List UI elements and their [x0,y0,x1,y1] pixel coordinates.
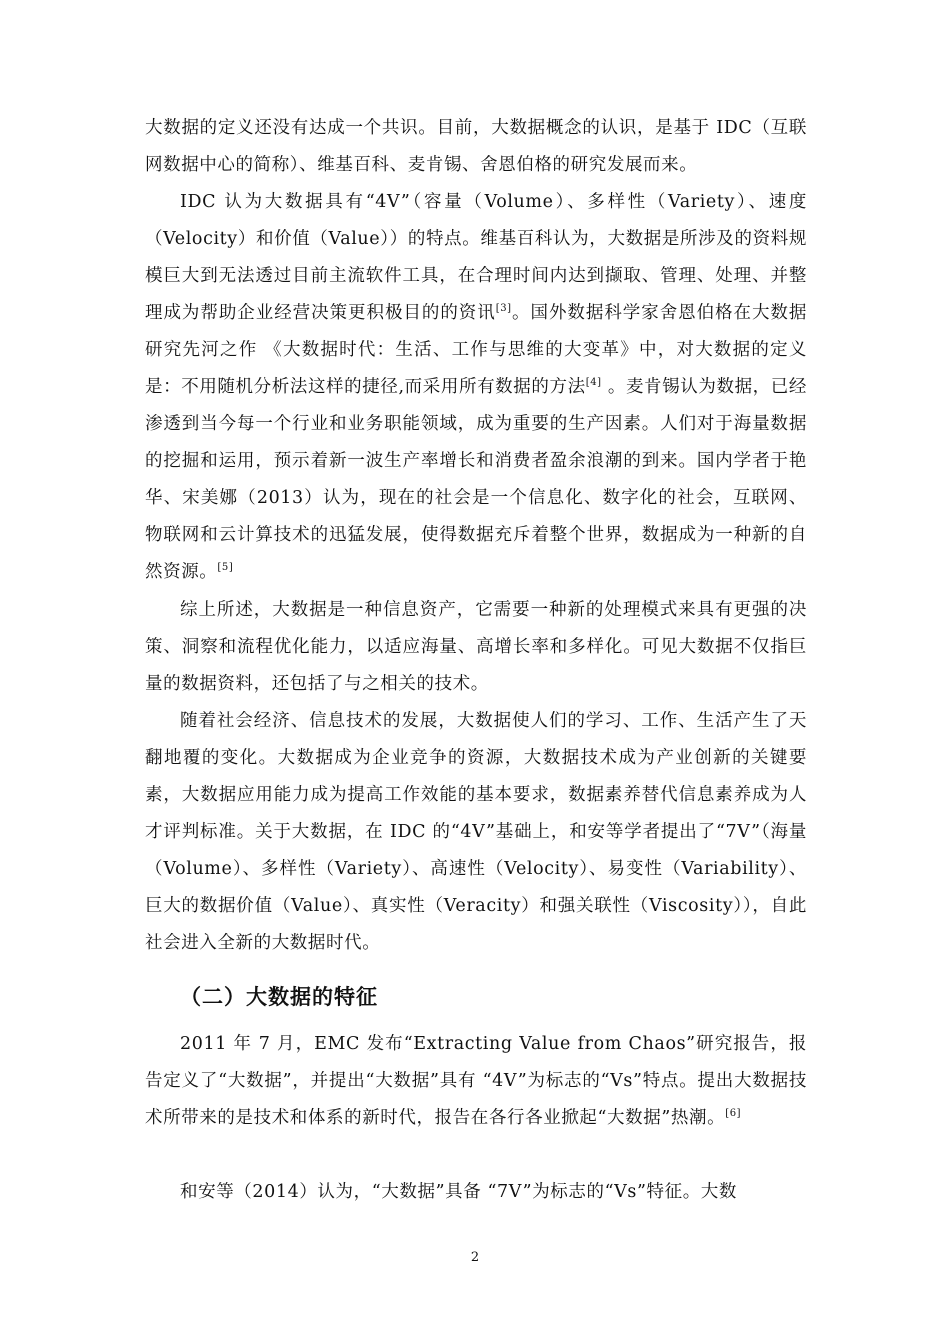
citation-5[interactable]: [5] [217,562,234,574]
paragraph-6 [145,1174,807,1211]
paragraph-2-text-c: 。麦肯锡认为数据，已经渗透到当今每一个行业和业务职能领域，成为重要的生产因素。人们对于海量数据的挖掘和运用，预示着新一波生产率增长和消费者盈余浪潮的到来。国内学者于艳华、宋美娜（2013）认为，现在的社会是一个信息化、数字化的社会，互联网、物联网和云计算技术的迅猛发展，使得数据充斥着整个世界，数据成为一种新的自然资源。 [145,377,807,582]
paragraph-5-text: 2011 年 7 月，EMC 发布“Extracting Value from Chaos”研究报告，报告定义了“大数据”，并提出“大数据”具有 “4V”为标志的“Vs”特点。提出大数据技术所带来的是技术和体系的新时代，报告在各行各业掀起“大数据”热潮。 [145,1034,807,1128]
paragraph-5 [145,1026,807,1137]
page-number: 2 [470,1250,480,1265]
section-heading: （二）大数据的特征 [180,985,378,1009]
paragraph-2-text-b: 。国外数据科学家舍恩伯格在大数据研究先河之作 《大数据时代：生活、工作与思维的大变革》中，对大数据的定义是：不用随机分析法这样的捷径,而采用所有数据的方法 [145,303,807,397]
paragraph-1 [145,110,807,184]
citation-3[interactable]: [3] [495,303,512,315]
paragraph-3-text: 综上所述，大数据是一种信息资产，它需要一种新的处理模式来具有更强的决策、洞察和流程优化能力，以适应海量、高增长率和多样化。可见大数据不仅指巨量的数据资料，还包括了与之相关的技术。 [145,600,807,694]
paragraph-4 [145,703,807,962]
paragraph-3 [145,592,807,703]
paragraph-2 [145,184,807,591]
paragraph-2-text-a: IDC 认为大数据具有“4V”（容量（Volume）、多样性（Variety）、速度（Velocity）和价值（Value））的特点。维基百科认为，大数据是所涉及的资料规模巨大到无法透过目前主流软件工具，在合理时间内达到撷取、管理、处理、并整理成为帮助企业经营决策更积极目的的资讯 [145,192,807,323]
paragraph-1-text: 大数据的定义还没有达成一个共识。目前，大数据概念的认识，是基于 IDC（互联网数据中心的简称）、维基百科、麦肯锡、舍恩伯格的研究发展而来。 [145,118,807,175]
citation-6[interactable]: [6] [725,1108,742,1120]
citation-4[interactable]: [4] [585,377,602,389]
paragraph-6-text: 和安等（2014）认为，“大数据”具备 “7V”为标志的“Vs”特征。大数 [180,1182,738,1202]
paragraph-4-text: 随着社会经济、信息技术的发展，大数据使人们的学习、工作、生活产生了天翻地覆的变化。大数据成为企业竞争的资源，大数据技术成为产业创新的关键要素，大数据应用能力成为提高工作效能的基本要求，数据素养替代信息素养成为人才评判标准。关于大数据，在 IDC 的“4V”基础上，和安等学者提出了“7V”（海量（Volume）、多样性（Variety）、高速性（Velocity）、易变性（Variability）、巨大的数据价值（Value）、真实性（Veracity）和强关联性（Viscosity）），自此社会进入全新的大数据时代。 [145,711,807,953]
